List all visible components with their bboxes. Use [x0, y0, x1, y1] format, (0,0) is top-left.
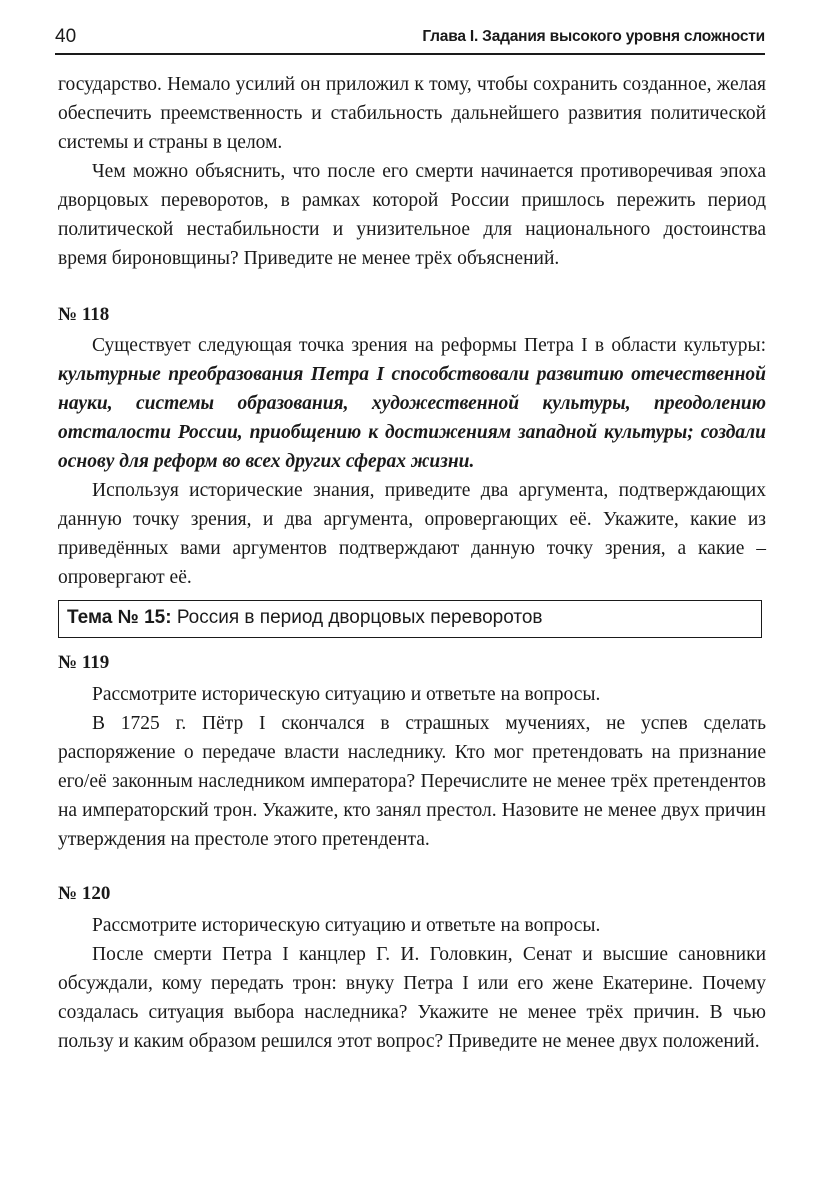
- topic-label: Тема № 15:: [67, 607, 172, 628]
- topic-title: Россия в период дворцовых переворотов: [171, 607, 543, 628]
- task-119-paragraph-1: Рассмотрите историческую ситуацию и ответьте на вопросы.: [92, 684, 601, 705]
- task-118-paragraph-2: Используя исторические знания, приведите два аргумента, подтверждающих данную точку зрения, и два аргумента, опровергающих её. Укажите, какие из приведённых вами аргументов подтверждают данную точку зрения, а какие – опровергают её.: [58, 480, 766, 588]
- task-119-number: № 119: [58, 652, 110, 673]
- task-120-number: № 120: [58, 883, 111, 904]
- header-rule: [55, 53, 765, 55]
- topic-heading-box: [58, 600, 762, 638]
- task-118-number: № 118: [58, 304, 110, 325]
- intro-paragraph-1: государство. Немало усилий он приложил к тому, чтобы сохранить созданное, желая обеспечить преемственность и стабильность дальнейшего развития политической системы и страны в целом.: [58, 74, 766, 153]
- task-120-paragraph-2: После смерти Петра I канцлер Г. И. Головкин, Сенат и высшие сановники обсуждали, кому передать трон: внуку Петра I или его жене Екатерине. Почему создалась ситуация выбора наследника? Укажите не менее трёх причин. В чью пользу и каким образом решился этот вопрос? Приведите не менее двух положений.: [58, 944, 766, 1052]
- intro-paragraph-2: Чем можно объяснить, что после его смерти начинается противоречивая эпоха дворцовых переворотов, в рамках которой России пришлось пережить период политической нестабильности и унизительное для национального достоинства время бироновщины? Приведите не менее трёх объяснений.: [58, 161, 766, 269]
- task-119-paragraph-2: В 1725 г. Пётр I скончался в страшных мучениях, не успев сделать распоряжение о передаче власти наследнику. Кто мог претендовать на признание его/её законным наследником императора? Перечислите не менее трёх претендентов на императорский трон. Укажите, кто занял престол. Назовите не менее двух причин утверждения на престоле этого претендента.: [58, 713, 766, 850]
- page-number: 40: [55, 26, 77, 47]
- task-120-paragraph-1: Рассмотрите историческую ситуацию и ответьте на вопросы.: [92, 915, 601, 936]
- page-header: [55, 24, 765, 56]
- task-118-paragraph-1: [58, 331, 766, 476]
- task-118-lead: Существует следующая точка зрения на реформы Петра I в области культуры:: [92, 335, 766, 356]
- running-head: Глава I. Задания высокого уровня сложности: [422, 28, 765, 45]
- task-118-quote: культурные преобразования Петра I способствовали развитию отечественной науки, системы образования, художественной культуры, преодолению отсталости России, приобщению к достижениям западной культуры; создали основу для реформ во всех других сферах жизни.: [58, 364, 766, 472]
